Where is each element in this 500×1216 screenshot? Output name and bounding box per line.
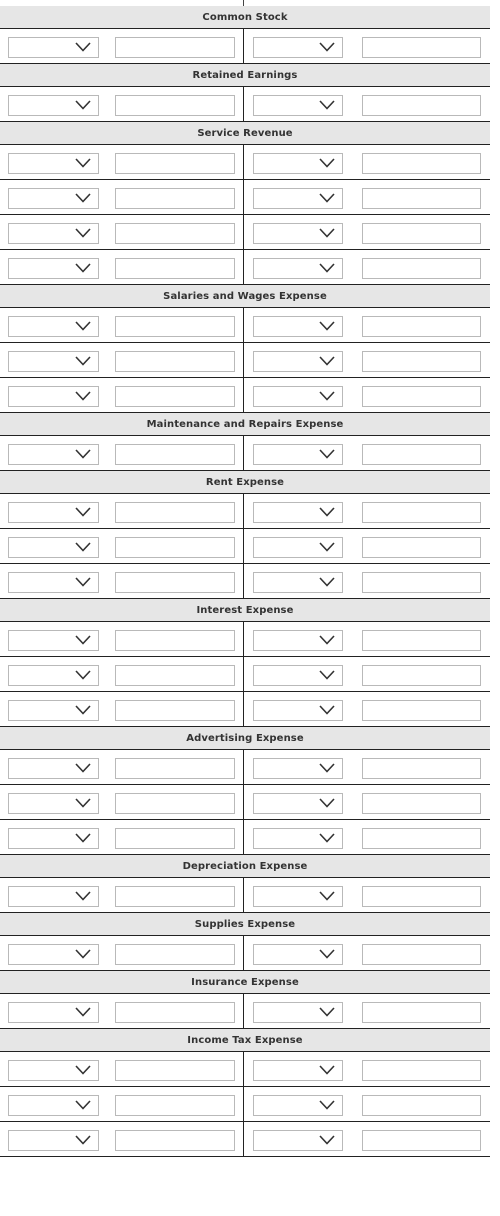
debit-account-select[interactable] [8,258,99,279]
t-account [0,285,490,413]
debit-account-select[interactable] [8,630,99,651]
credit-account-select[interactable] [253,537,343,558]
chevron-down-icon [319,263,335,273]
chevron-down-icon [319,542,335,552]
debit-amount-input[interactable] [115,188,235,209]
credit-account-select[interactable] [253,1002,343,1023]
t-account-header [0,471,490,494]
t-account-header [0,1029,490,1052]
credit-amount-input[interactable] [362,700,481,721]
credit-account-select[interactable] [253,1060,343,1081]
t-account-divider [243,820,244,854]
debit-amount-input[interactable] [115,630,235,651]
t-account-rows [0,436,490,471]
t-account-divider [243,494,244,528]
t-account-header [0,855,490,878]
credit-account-select[interactable] [253,95,343,116]
credit-account-select[interactable] [253,1130,343,1151]
chevron-down-icon [75,833,91,843]
chevron-down-icon [319,1100,335,1110]
debit-account-select[interactable] [8,1002,99,1023]
t-account-rows [0,308,490,413]
t-account [0,413,490,471]
debit-account-select[interactable] [8,1060,99,1081]
debit-account-select[interactable] [8,351,99,372]
credit-amount-input[interactable] [362,572,481,593]
t-account-row [0,564,490,599]
t-account-row [0,785,490,820]
debit-amount-input[interactable] [115,665,235,686]
chevron-down-icon [75,577,91,587]
chevron-down-icon [75,1135,91,1145]
chevron-down-icon [75,1065,91,1075]
t-account-row [0,494,490,529]
t-account-rows [0,936,490,971]
chevron-down-icon [319,193,335,203]
t-account-row [0,1122,490,1157]
t-account-title: Interest Expense [196,604,294,616]
chevron-down-icon [319,949,335,959]
t-account-title: Depreciation Expense [182,860,308,872]
debit-account-select[interactable] [8,886,99,907]
chevron-down-icon [319,670,335,680]
t-account-row [0,250,490,285]
chevron-down-icon [75,263,91,273]
credit-amount-input[interactable] [362,37,481,58]
credit-amount-input[interactable] [362,386,481,407]
ledger-top-stub [0,0,490,6]
credit-account-select[interactable] [253,351,343,372]
credit-account-select[interactable] [253,886,343,907]
t-account [0,6,490,64]
chevron-down-icon [75,193,91,203]
t-account-divider [243,215,244,249]
t-account-row [0,215,490,250]
t-account-divider [243,1087,244,1121]
t-account-header [0,285,490,308]
t-account-row [0,936,490,971]
t-account-rows [0,994,490,1029]
credit-account-select[interactable] [253,502,343,523]
debit-account-select[interactable] [8,537,99,558]
t-account [0,971,490,1029]
debit-account-select[interactable] [8,316,99,337]
debit-account-select[interactable] [8,758,99,779]
debit-amount-input[interactable] [115,700,235,721]
t-account-divider [243,750,244,784]
t-account-row [0,308,490,343]
credit-amount-input[interactable] [362,944,481,965]
debit-account-select[interactable] [8,1095,99,1116]
debit-amount-input[interactable] [115,537,235,558]
debit-amount-input[interactable] [115,153,235,174]
debit-account-select[interactable] [8,153,99,174]
t-account-title: Income Tax Expense [187,1034,303,1046]
debit-account-select[interactable] [8,1130,99,1151]
chevron-down-icon [319,42,335,52]
t-account-title: Common Stock [202,11,288,23]
debit-account-select[interactable] [8,95,99,116]
t-account-divider [243,529,244,563]
credit-amount-input[interactable] [362,1095,481,1116]
t-account-divider [243,785,244,819]
debit-amount-input[interactable] [115,351,235,372]
t-account [0,599,490,727]
t-account-header [0,122,490,145]
credit-account-select[interactable] [253,258,343,279]
credit-amount-input[interactable] [362,444,481,465]
t-account-title: Service Revenue [197,127,293,139]
t-account-rows [0,878,490,913]
t-account-divider [243,29,244,63]
credit-amount-input[interactable] [362,223,481,244]
credit-account-select[interactable] [253,386,343,407]
chevron-down-icon [75,158,91,168]
debit-amount-input[interactable] [115,1095,235,1116]
debit-amount-input[interactable] [115,828,235,849]
t-account [0,122,490,285]
debit-amount-input[interactable] [115,258,235,279]
chevron-down-icon [75,635,91,645]
t-account-divider [243,622,244,656]
credit-account-select[interactable] [253,223,343,244]
t-account-header [0,413,490,436]
t-account-row [0,529,490,564]
t-account-header [0,971,490,994]
t-account-row [0,145,490,180]
credit-amount-input[interactable] [362,886,481,907]
t-account-divider [243,994,244,1028]
debit-amount-input[interactable] [115,444,235,465]
t-account-divider [243,145,244,179]
t-account-row [0,343,490,378]
chevron-down-icon [75,798,91,808]
t-account-row [0,750,490,785]
credit-account-select[interactable] [253,153,343,174]
t-account-rows [0,1052,490,1157]
t-account-title: Retained Earnings [192,69,298,81]
chevron-down-icon [75,321,91,331]
t-account-row [0,878,490,913]
chevron-down-icon [319,833,335,843]
t-account [0,855,490,913]
t-account-header [0,64,490,87]
credit-account-select[interactable] [253,700,343,721]
t-account [0,471,490,599]
t-account-rows [0,622,490,727]
chevron-down-icon [75,1007,91,1017]
credit-account-select[interactable] [253,37,343,58]
credit-account-select[interactable] [253,188,343,209]
t-account-row [0,820,490,855]
t-account-header [0,6,490,29]
chevron-down-icon [319,321,335,331]
t-account-divider [243,180,244,214]
t-account-header [0,913,490,936]
credit-account-select[interactable] [253,828,343,849]
t-account-divider [243,436,244,470]
debit-account-select[interactable] [8,223,99,244]
t-account-title: Maintenance and Repairs Expense [146,418,344,430]
chevron-down-icon [319,635,335,645]
credit-amount-input[interactable] [362,665,481,686]
t-account-divider [243,87,244,121]
t-account-divider [243,692,244,726]
debit-amount-input[interactable] [115,886,235,907]
chevron-down-icon [319,449,335,459]
credit-account-select[interactable] [253,793,343,814]
credit-account-select[interactable] [253,1095,343,1116]
chevron-down-icon [75,391,91,401]
credit-account-select[interactable] [253,316,343,337]
chevron-down-icon [319,763,335,773]
chevron-down-icon [319,228,335,238]
credit-account-select[interactable] [253,572,343,593]
credit-amount-input[interactable] [362,95,481,116]
chevron-down-icon [75,42,91,52]
t-account-divider [243,343,244,377]
credit-amount-input[interactable] [362,793,481,814]
debit-account-select[interactable] [8,944,99,965]
t-account-row [0,692,490,727]
t-account-title: Supplies Expense [194,918,296,930]
credit-account-select[interactable] [253,444,343,465]
t-account-divider [243,657,244,691]
credit-amount-input[interactable] [362,351,481,372]
chevron-down-icon [75,356,91,366]
credit-amount-input[interactable] [362,630,481,651]
chevron-down-icon [319,577,335,587]
debit-account-select[interactable] [8,37,99,58]
credit-amount-input[interactable] [362,828,481,849]
credit-account-select[interactable] [253,944,343,965]
debit-amount-input[interactable] [115,1060,235,1081]
chevron-down-icon [75,100,91,110]
chevron-down-icon [319,1135,335,1145]
credit-amount-input[interactable] [362,502,481,523]
chevron-down-icon [75,891,91,901]
debit-amount-input[interactable] [115,223,235,244]
credit-amount-input[interactable] [362,316,481,337]
t-account-divider [243,378,244,412]
chevron-down-icon [319,391,335,401]
debit-amount-input[interactable] [115,1130,235,1151]
t-account-row [0,1052,490,1087]
t-account-row [0,180,490,215]
debit-account-select[interactable] [8,444,99,465]
debit-amount-input[interactable] [115,758,235,779]
t-account-header [0,727,490,750]
credit-amount-input[interactable] [362,1130,481,1151]
debit-account-select[interactable] [8,188,99,209]
debit-amount-input[interactable] [115,572,235,593]
debit-account-select[interactable] [8,665,99,686]
chevron-down-icon [319,705,335,715]
chevron-down-icon [319,158,335,168]
t-account-row [0,994,490,1029]
t-account-title: Advertising Expense [186,732,304,744]
debit-amount-input[interactable] [115,386,235,407]
t-account-title: Rent Expense [205,476,285,488]
debit-amount-input[interactable] [115,793,235,814]
t-account-row [0,378,490,413]
debit-account-select[interactable] [8,793,99,814]
debit-account-select[interactable] [8,502,99,523]
t-account-row [0,436,490,471]
t-account-divider [243,0,244,6]
chevron-down-icon [319,507,335,517]
credit-account-select[interactable] [253,630,343,651]
chevron-down-icon [75,949,91,959]
debit-amount-input[interactable] [115,316,235,337]
credit-account-select[interactable] [253,665,343,686]
t-account-row [0,29,490,64]
t-account-title: Salaries and Wages Expense [163,290,327,302]
t-account-rows [0,87,490,122]
debit-amount-input[interactable] [115,502,235,523]
chevron-down-icon [75,705,91,715]
credit-amount-input[interactable] [362,758,481,779]
credit-amount-input[interactable] [362,258,481,279]
t-account-rows [0,29,490,64]
chevron-down-icon [75,449,91,459]
chevron-down-icon [75,670,91,680]
t-account-rows [0,145,490,285]
t-account-row [0,87,490,122]
credit-account-select[interactable] [253,758,343,779]
chevron-down-icon [319,1065,335,1075]
chevron-down-icon [319,356,335,366]
t-account [0,727,490,855]
t-account-rows [0,750,490,855]
chevron-down-icon [319,100,335,110]
chevron-down-icon [75,228,91,238]
debit-account-select[interactable] [8,828,99,849]
t-account-divider [243,878,244,912]
t-account-divider [243,308,244,342]
chevron-down-icon [75,1100,91,1110]
t-account-divider [243,1052,244,1086]
t-account [0,64,490,122]
credit-amount-input[interactable] [362,188,481,209]
debit-account-select[interactable] [8,386,99,407]
chevron-down-icon [75,763,91,773]
t-account [0,1029,490,1157]
t-account-title: Insurance Expense [191,976,299,988]
debit-account-select[interactable] [8,572,99,593]
chevron-down-icon [75,542,91,552]
debit-amount-input[interactable] [115,95,235,116]
t-account-divider [243,1122,244,1156]
credit-amount-input[interactable] [362,537,481,558]
t-account-divider [243,564,244,598]
t-account-row [0,622,490,657]
t-account-header [0,599,490,622]
chevron-down-icon [319,798,335,808]
debit-amount-input[interactable] [115,37,235,58]
chevron-down-icon [75,507,91,517]
credit-amount-input[interactable] [362,1002,481,1023]
credit-amount-input[interactable] [362,153,481,174]
t-account [0,913,490,971]
t-account-divider [243,250,244,284]
debit-account-select[interactable] [8,700,99,721]
debit-amount-input[interactable] [115,1002,235,1023]
t-account-row [0,657,490,692]
t-account-row [0,1087,490,1122]
chevron-down-icon [319,891,335,901]
debit-amount-input[interactable] [115,944,235,965]
t-account-divider [243,936,244,970]
credit-amount-input[interactable] [362,1060,481,1081]
t-account-rows [0,494,490,599]
chevron-down-icon [319,1007,335,1017]
